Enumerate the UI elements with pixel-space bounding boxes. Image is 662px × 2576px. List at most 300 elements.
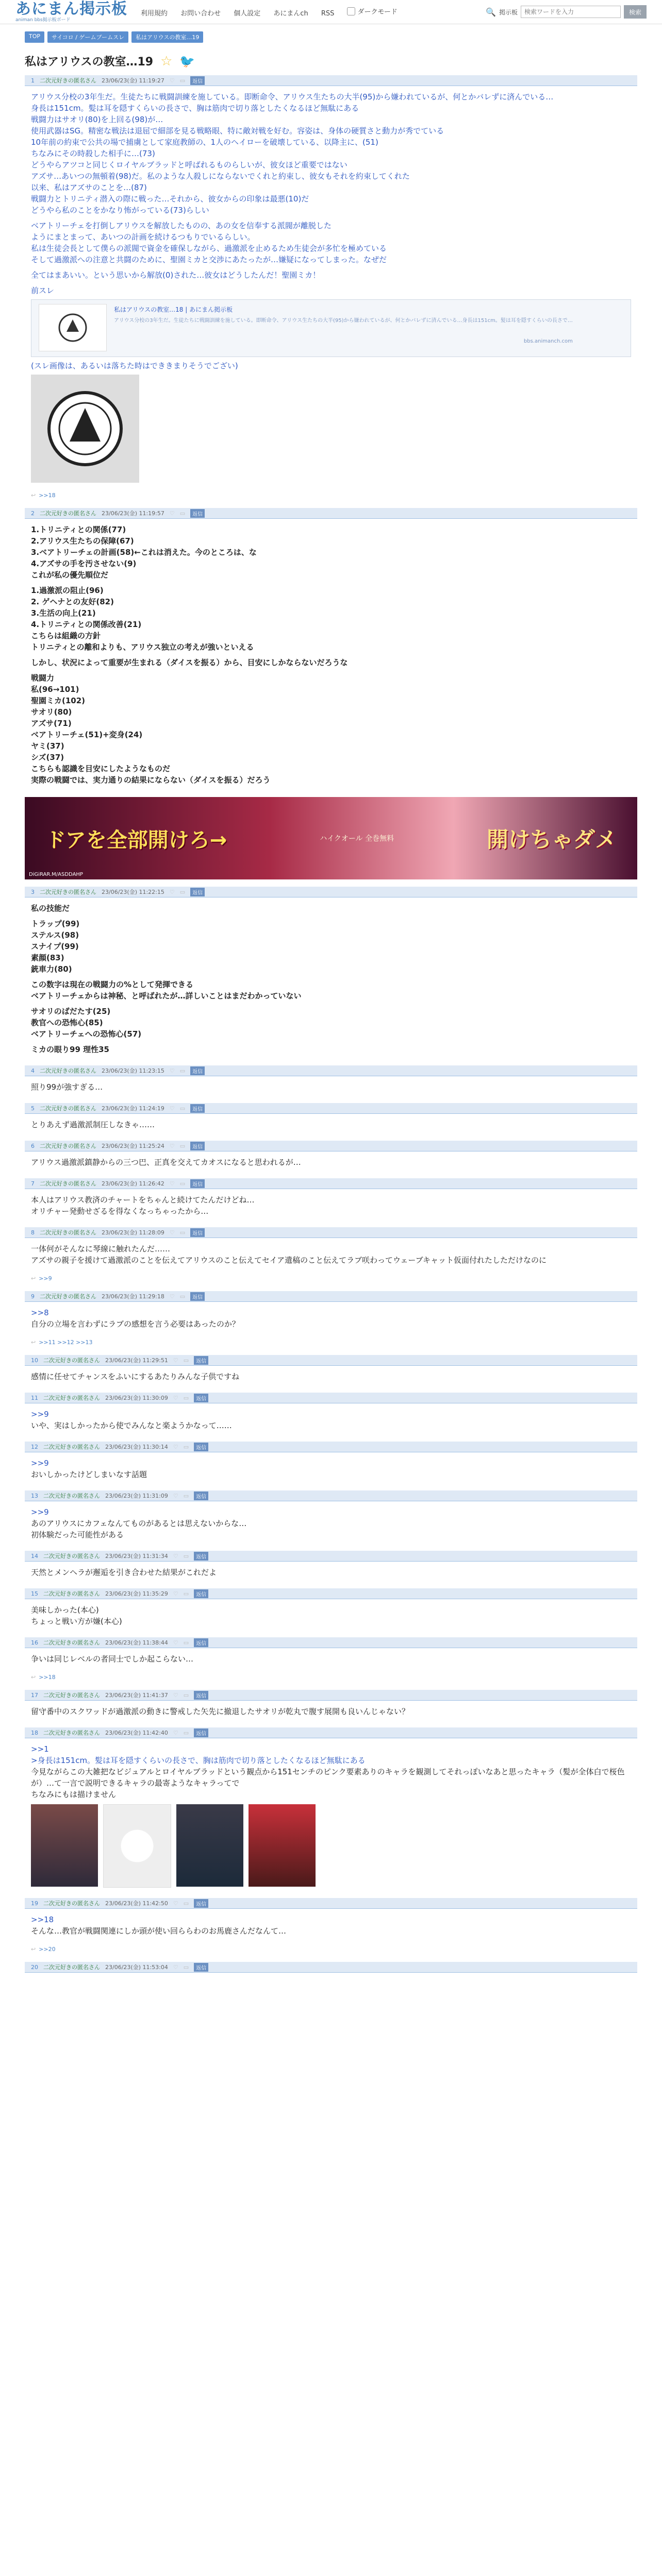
- post-body: [25, 1599, 637, 1632]
- post-number[interactable]: 18: [31, 1729, 38, 1736]
- search-button[interactable]: 検索: [624, 5, 647, 19]
- post-line: (スレ画像は、あるいは落ちた時はでききまりそうでござい): [31, 361, 238, 370]
- breadcrumb-top[interactable]: TOP: [25, 31, 44, 43]
- post-line: 私(96→101): [31, 685, 79, 694]
- post-line: >>1: [31, 1744, 49, 1754]
- link-card-info: [114, 304, 573, 352]
- post-line: どうやらアツコと同じくロイヤルブラッドと呼ばれるものらしいが、彼女ほど重要ではない: [31, 160, 347, 170]
- poster-name: 二次元好きの匿名さん: [43, 1395, 100, 1401]
- site-logo[interactable]: [15, 2, 127, 23]
- post-body: [25, 1189, 637, 1222]
- search-input[interactable]: [521, 6, 621, 18]
- attached-image[interactable]: [176, 1804, 243, 1887]
- post-line: こちらも認識を目安にしたようなものだ: [31, 764, 171, 773]
- post-date: 23/06/23(金) 11:25:24: [102, 1143, 164, 1149]
- site-header: [0, 0, 662, 24]
- post-item: [25, 75, 637, 503]
- post-line: 留守番中のスクワッドが過激派の動きに警戒した矢先に撤退したサオリが乾丸で腹す展開も良いんじゃない？: [31, 1707, 409, 1716]
- reply-button[interactable]: 返信: [194, 1899, 208, 1908]
- spacer: [31, 668, 631, 672]
- post-line: 一体何がそんなに琴線に触れたんだ……: [31, 1244, 171, 1253]
- post-item: [25, 887, 637, 1060]
- post-number[interactable]: 10: [31, 1357, 38, 1364]
- post-body: [25, 1114, 637, 1136]
- post-line: アリウス分校の3年生だ。生徒たちに戦闘訓練を施している。即断命令、アリウス生たちの大半(95)から嫌われているが、何とかバレずに済んでいる…: [31, 92, 554, 101]
- heart-icon[interactable]: ♡: [173, 1357, 178, 1364]
- post-body: [25, 1701, 637, 1722]
- spacer: [31, 653, 631, 657]
- heart-icon[interactable]: ♡: [169, 1067, 175, 1074]
- comment-icon[interactable]: ▭: [179, 1229, 186, 1236]
- post-line: サオリのばだたす(25): [31, 1007, 111, 1016]
- post-references: [25, 1335, 637, 1350]
- post-item: [25, 1291, 637, 1350]
- heart-icon[interactable]: ♡: [169, 1293, 175, 1300]
- post-date: 23/06/23(金) 11:29:51: [105, 1357, 168, 1364]
- post-line: アズサ…あいつの無頓着(98)だ。私のような人殺しにならないでくれと約束し、彼女もそれを約束してくれた: [31, 172, 410, 181]
- reply-button[interactable]: 返信: [194, 1728, 208, 1737]
- post-date: 23/06/23(金) 11:38:44: [105, 1639, 168, 1646]
- post-item: [25, 1442, 637, 1485]
- link-card-thumbnail: [39, 304, 107, 351]
- spacer: [31, 216, 631, 220]
- image-gallery: [31, 1804, 631, 1888]
- link-card-description: アリウス分校の3年生だ。生徒たちに戦闘訓練を施している。即断命令、アリウス生たちの大半(95)から嫌われているが、何とかバレずに済んでいる…身長は151cm。髪は耳を隠すくらいの長さで…: [114, 318, 573, 324]
- reply-arrow-icon: ↩: [31, 1946, 36, 1953]
- post-date: 23/06/23(金) 11:42:50: [105, 1900, 168, 1907]
- post-item: [25, 508, 637, 791]
- post-line: ようにまとまって、あいつの計画を続けるつもりでいるらしい。: [31, 232, 255, 242]
- poster-name: 二次元好きの匿名さん: [40, 1067, 96, 1074]
- reply-button[interactable]: 返信: [194, 1552, 208, 1561]
- reply-arrow-icon: ↩: [31, 1339, 36, 1346]
- post-line: 初体験だった可能性がある: [31, 1530, 124, 1539]
- heart-icon[interactable]: ♡: [173, 1394, 178, 1401]
- dark-mode-toggle[interactable]: [347, 6, 397, 16]
- poster-name: 二次元好きの匿名さん: [40, 1293, 96, 1300]
- attached-image[interactable]: [31, 1804, 98, 1887]
- post-header: [25, 1227, 637, 1238]
- heart-icon[interactable]: ♡: [169, 1142, 175, 1149]
- post-body: [25, 1501, 637, 1546]
- heart-icon[interactable]: ♡: [169, 888, 175, 895]
- post-line: 天然とメンヘラが邂逅を引き合わせた結果がこれだよ: [31, 1568, 217, 1577]
- post-header: [25, 1690, 637, 1701]
- comment-icon[interactable]: ▭: [183, 1639, 189, 1646]
- reply-button[interactable]: 返信: [190, 1292, 205, 1301]
- post-line: とりあえず過激派制圧しなきゃ……: [31, 1120, 155, 1129]
- post-item: [25, 1355, 637, 1387]
- reply-button[interactable]: 返信: [190, 888, 205, 896]
- post-line: 10年前の約束で公共の場で捕虜として家庭教師の、1人のヘイローを破壊している、以降主に、(51): [31, 138, 378, 147]
- poster-name: 二次元好きの匿名さん: [43, 1590, 100, 1597]
- nav-animanch[interactable]: あにまんch: [273, 9, 308, 18]
- post-references: [25, 488, 637, 503]
- comment-icon[interactable]: ▭: [183, 1552, 189, 1560]
- post-header: [25, 1637, 637, 1648]
- post-item: [25, 1727, 637, 1893]
- post-date: 23/06/23(金) 11:53:04: [105, 1964, 168, 1971]
- post-line: 2.アリウス生たちの保障(67): [31, 536, 134, 546]
- post-body: [25, 1973, 637, 1983]
- comment-icon[interactable]: ▭: [179, 1293, 186, 1300]
- post-line: 教官への恐怖心(85): [31, 1018, 103, 1027]
- poster-name: 二次元好きの匿名さん: [43, 1444, 100, 1450]
- post-line: 1.過激派の阻止(96): [31, 586, 104, 595]
- comment-icon[interactable]: ▭: [183, 1443, 189, 1450]
- post-line: これが私の優先順位だ: [31, 570, 109, 580]
- heart-icon[interactable]: ♡: [169, 77, 175, 84]
- logo-title: あにまん掲示板: [15, 0, 127, 18]
- reply-button[interactable]: 返信: [190, 1142, 205, 1150]
- reference-links[interactable]: >>18: [39, 1674, 56, 1681]
- post-date: 23/06/23(金) 11:26:42: [102, 1180, 164, 1187]
- page-title: 私はアリウスの教室…19: [25, 56, 154, 69]
- comment-icon[interactable]: ▭: [179, 1180, 186, 1187]
- poster-name: 二次元好きの匿名さん: [40, 1229, 96, 1236]
- twitter-bird-icon[interactable]: 🐦: [179, 54, 195, 69]
- post-number[interactable]: 4: [31, 1067, 35, 1074]
- post-item: [25, 1898, 637, 1957]
- favorite-star-icon[interactable]: ☆: [160, 53, 173, 69]
- post-header: [25, 1727, 637, 1738]
- comment-icon[interactable]: ▭: [179, 1067, 186, 1074]
- post-line: 4.トリニティとの関係改善(21): [31, 620, 142, 629]
- post-header: [25, 1065, 637, 1076]
- post-date: 23/06/23(金) 11:22:15: [102, 889, 164, 895]
- post-item: [25, 1065, 637, 1098]
- reply-button[interactable]: 返信: [190, 1104, 205, 1113]
- poster-name: 二次元好きの匿名さん: [43, 1692, 100, 1699]
- post-body: [25, 519, 637, 791]
- post-line: 全てはまあいい。という思いから解放(0)された…彼女はどうしたんだ！聖園ミカ！: [31, 270, 321, 280]
- post-line: オリチャー発動せざるを得なくなっちゃったから…: [31, 1207, 209, 1216]
- post-line: トラップ(99): [31, 919, 80, 928]
- post-line: あのアリウスにカフェなんてものがあるとは思えないからな…: [31, 1519, 247, 1528]
- post-line: 今見ながらこの大雑把なビジュアルとロイヤルブラッドという観点から151センチのピンク要素ありのキャラを観測してそれっぽいなあと思ったキャラ（髪が全体白で桜色が）…て一言で説明できるキャラの最寄ようなキャラってで: [31, 1767, 625, 1788]
- nav-settings[interactable]: 個人設定: [234, 9, 261, 18]
- post-line: >>18: [31, 1915, 54, 1924]
- post-item: [25, 1551, 637, 1583]
- reply-button[interactable]: 返信: [194, 1492, 208, 1500]
- poster-name: 二次元好きの匿名さん: [40, 77, 96, 84]
- post-item: [25, 1490, 637, 1546]
- reply-button[interactable]: 返信: [194, 1443, 208, 1451]
- post-number[interactable]: 13: [31, 1492, 38, 1499]
- search-icon: 🔍: [486, 7, 496, 17]
- post-date: 23/06/23(金) 11:29:18: [102, 1293, 164, 1300]
- comment-icon[interactable]: ▭: [183, 1963, 189, 1971]
- heart-icon[interactable]: ♡: [173, 1552, 178, 1560]
- post-number[interactable]: 3: [31, 888, 35, 895]
- post-body: [25, 1648, 637, 1670]
- poster-name: 二次元好きの匿名さん: [43, 1639, 100, 1646]
- post-header: [25, 75, 637, 86]
- post-number[interactable]: 16: [31, 1639, 38, 1646]
- post-line: 1.トリニティとの関係(77): [31, 525, 126, 534]
- post-header: [25, 1103, 637, 1114]
- reply-button[interactable]: 返信: [190, 509, 205, 518]
- post-date: 23/06/23(金) 11:28:09: [102, 1229, 164, 1236]
- post-line: 戦闘力はサオリ(80)を上回る(98)が…: [31, 115, 163, 124]
- post-line: アズサの親子を援けて過激派のことを伝えてアリウスのこと伝えてセイア遺稿のこと伝えてラブ咲わってウェーブキャット仮面付れたしただけなのに: [31, 1256, 547, 1265]
- post-date: 23/06/23(金) 11:24:19: [102, 1105, 164, 1112]
- reply-arrow-icon: ↩: [31, 1674, 36, 1681]
- post-number[interactable]: 14: [31, 1552, 38, 1560]
- reference-links[interactable]: >>20: [39, 1946, 56, 1953]
- reply-arrow-icon: ↩: [31, 492, 36, 499]
- heart-icon[interactable]: ♡: [169, 1180, 175, 1187]
- post-body: [25, 1403, 637, 1436]
- post-line: ベアトリーチェ(51)+変身(24): [31, 730, 143, 739]
- reply-button[interactable]: 返信: [190, 1066, 205, 1075]
- reply-button[interactable]: 返信: [190, 76, 205, 85]
- post-line: 身長は151cm。髪は耳を隠すくらいの長さで、胸は筋肉で切り落としたくなるほど無駄にある: [31, 104, 359, 113]
- reference-links[interactable]: >>18: [39, 492, 56, 499]
- advertisement-banner[interactable]: [25, 797, 637, 879]
- post-header: [25, 508, 637, 519]
- post-line: 実際の戦闘では、実力通りの結果にならない（ダイスを振る）だろう: [31, 775, 271, 785]
- heart-icon[interactable]: ♡: [173, 1639, 178, 1646]
- post-number[interactable]: 15: [31, 1590, 38, 1597]
- post-body: [25, 1366, 637, 1387]
- dark-mode-label: ダークモード: [357, 8, 398, 16]
- reply-button[interactable]: 返信: [194, 1638, 208, 1647]
- checkbox-icon: [347, 7, 355, 15]
- spacer: [31, 975, 631, 979]
- post-line: >>9: [31, 1410, 49, 1419]
- post-line: 私は生徒会長として僕らの派閥で資金を確保しながら、過激派を止めるため生徒会が多忙を極めている: [31, 244, 387, 253]
- thread-title-row: [0, 46, 662, 75]
- post-line: 3.ベアトリーチェの計画(58)←これは消えた。今のところは、な: [31, 548, 257, 557]
- post-line: 争いは同じレベルの者同士でしか起こらない…: [31, 1654, 194, 1664]
- post-number[interactable]: 7: [31, 1180, 35, 1187]
- post-item: [25, 1141, 637, 1173]
- post-header: [25, 887, 637, 897]
- post-header: [25, 1355, 637, 1366]
- post-item: [25, 1637, 637, 1685]
- reply-button[interactable]: 返信: [194, 1589, 208, 1598]
- post-date: 23/06/23(金) 11:19:27: [102, 77, 164, 84]
- post-line: 私の技能だ: [31, 904, 70, 913]
- comment-icon[interactable]: ▭: [183, 1357, 189, 1364]
- post-number[interactable]: 5: [31, 1105, 35, 1112]
- post-date: 23/06/23(金) 11:30:09: [105, 1395, 168, 1401]
- post-body: [25, 1909, 637, 1942]
- post-body: [25, 1562, 637, 1583]
- post-line: ミカの眼り99 理性35: [31, 1045, 109, 1054]
- ad-right-text: 開けちゃダメ: [486, 827, 617, 852]
- post-item: [25, 1588, 637, 1632]
- post-date: 23/06/23(金) 11:23:15: [102, 1067, 164, 1074]
- post-line: そして過激派への注意と共闘のために、聖園ミカと交渉にあたったが…嫌疑になってしまった。なぜだ: [31, 255, 387, 264]
- post-line: おいしかったけどしまいなす話題: [31, 1470, 147, 1479]
- comment-icon[interactable]: ▭: [179, 888, 186, 895]
- post-body: [25, 86, 637, 488]
- post-line: そんな…教官が戦闘関連にしか頭が使い回ららわのお馬鹿さんだなんて…: [31, 1926, 287, 1936]
- post-number[interactable]: 11: [31, 1394, 38, 1401]
- post-line: 以来、私はアズサのことを…(87): [31, 183, 147, 192]
- post-date: 23/06/23(金) 11:31:34: [105, 1553, 168, 1560]
- post-number[interactable]: 1: [31, 77, 35, 84]
- post-number[interactable]: 19: [31, 1900, 38, 1907]
- post-line: 3.生活の向上(21): [31, 608, 96, 618]
- reply-button[interactable]: 返信: [194, 1394, 208, 1402]
- spacer: [31, 281, 631, 285]
- post-line: 戦闘力とトリニティ潜入の際に戦った…それから、彼女からの印象は最悪(10)だ: [31, 194, 309, 204]
- heart-icon[interactable]: ♡: [173, 1443, 178, 1450]
- reply-button[interactable]: 返信: [194, 1356, 208, 1365]
- heart-icon[interactable]: ♡: [169, 1229, 175, 1236]
- comment-icon[interactable]: ▭: [183, 1492, 189, 1499]
- post-body: [25, 1151, 637, 1173]
- post-line: 聖園ミカ(102): [31, 696, 86, 705]
- post-number[interactable]: 8: [31, 1229, 35, 1236]
- post-number[interactable]: 12: [31, 1443, 38, 1450]
- poster-name: 二次元好きの匿名さん: [40, 889, 96, 895]
- post-line: 本人はアリウス教済のチャートをちゃんと続けてたんだけどね…: [31, 1195, 255, 1205]
- top-nav: [141, 6, 408, 18]
- nav-terms[interactable]: 利用規約: [141, 9, 168, 18]
- post-line: スナイプ(99): [31, 942, 79, 951]
- post-references: [25, 1942, 637, 1957]
- poster-name: 二次元好きの匿名さん: [43, 1357, 100, 1364]
- reference-links[interactable]: >>11 >>12 >>13: [39, 1339, 93, 1346]
- spacer: [31, 914, 631, 918]
- post-item: [25, 1227, 637, 1286]
- comment-icon[interactable]: ▭: [183, 1394, 189, 1401]
- post-number[interactable]: 9: [31, 1293, 35, 1300]
- comment-icon[interactable]: ▭: [183, 1691, 189, 1699]
- search-area: [486, 5, 647, 19]
- post-line: この数字は現在の戦闘力の%として発揮できる: [31, 980, 194, 989]
- comment-icon[interactable]: ▭: [183, 1900, 189, 1907]
- comment-icon[interactable]: ▭: [179, 1105, 186, 1112]
- post-number[interactable]: 6: [31, 1142, 35, 1149]
- post-line: ステルス(98): [31, 930, 79, 940]
- post-item: [25, 1178, 637, 1222]
- heart-icon[interactable]: ♡: [169, 1105, 175, 1112]
- heart-icon[interactable]: ♡: [173, 1590, 178, 1597]
- post-line: 使用武器はSG。精密な戦法は退屈で細部を見る戦略眼、特に敵対戦を好む。容姿は、身体の硬質さと動力が秀でている: [31, 126, 444, 135]
- post-line: 戦闘力: [31, 673, 55, 683]
- reply-button[interactable]: 返信: [190, 1179, 205, 1188]
- post-number[interactable]: 2: [31, 510, 35, 517]
- attached-image[interactable]: [103, 1804, 171, 1888]
- poster-name: 二次元好きの匿名さん: [43, 1964, 100, 1971]
- post-header: [25, 1393, 637, 1403]
- reply-button[interactable]: 返信: [194, 1963, 208, 1972]
- post-line: しかし、状況によって重要が生まれる（ダイスを振る）から、目安にしかならないだろうな: [31, 658, 348, 667]
- heart-icon[interactable]: ♡: [173, 1963, 178, 1971]
- nav-rss[interactable]: RSS: [321, 9, 335, 18]
- poster-name: 二次元好きの匿名さん: [40, 1105, 96, 1112]
- breadcrumb: [0, 24, 662, 46]
- comment-icon[interactable]: ▭: [183, 1590, 189, 1597]
- post-body: [25, 1238, 637, 1271]
- post-body: [25, 1302, 637, 1335]
- poster-name: 二次元好きの匿名さん: [40, 1180, 96, 1187]
- post-line: >>9: [31, 1507, 49, 1517]
- comment-icon[interactable]: ▭: [179, 510, 186, 517]
- breadcrumb-board[interactable]: サイコロ / ゲームブームスレ: [47, 31, 128, 43]
- link-card-site: bbs.animanch.com: [523, 338, 573, 344]
- post-body: [25, 897, 637, 1060]
- comment-icon[interactable]: ▭: [183, 1729, 189, 1736]
- heart-icon[interactable]: ♡: [173, 1729, 178, 1736]
- search-scope-label[interactable]: 掲示板: [499, 8, 518, 16]
- post-item: [25, 1393, 637, 1436]
- heart-icon[interactable]: ♡: [169, 510, 175, 517]
- comment-icon[interactable]: ▭: [179, 1142, 186, 1149]
- post-date: 23/06/23(金) 11:30:14: [105, 1444, 168, 1450]
- post-body: [25, 1452, 637, 1485]
- post-header: [25, 1551, 637, 1562]
- ad-tag: DiGiRAR.M/ASDDAHP: [29, 872, 83, 877]
- post-line: アズサ(71): [31, 719, 72, 728]
- heart-icon[interactable]: ♡: [173, 1691, 178, 1699]
- link-card-title: 私はアリウスの教室…18 | あにまん掲示板: [114, 306, 233, 313]
- reference-links[interactable]: >>9: [39, 1275, 52, 1282]
- post-date: 23/06/23(金) 11:41:37: [105, 1692, 168, 1699]
- post-header: [25, 1898, 637, 1909]
- post-line: サオリ(80): [31, 707, 72, 717]
- post-line: 銃車力(80): [31, 964, 72, 974]
- poster-name: 二次元好きの匿名さん: [43, 1900, 100, 1907]
- spacer: [31, 1002, 631, 1006]
- post-header: [25, 1962, 637, 1973]
- post-line: 前スレ: [31, 286, 55, 295]
- post-line: >>9: [31, 1459, 49, 1468]
- attached-image[interactable]: [249, 1804, 316, 1887]
- reply-button[interactable]: 返信: [194, 1691, 208, 1700]
- post-line: こちらは組織の方針: [31, 631, 101, 640]
- post-line: 素顔(83): [31, 953, 64, 962]
- breadcrumb-thread[interactable]: 私はアリウスの教室…19: [131, 31, 203, 43]
- post-line: 自分の立場を言わずにラブの感想を言う必要はあったのか？: [31, 1319, 240, 1329]
- heart-icon[interactable]: ♡: [173, 1492, 178, 1499]
- post-line: いや、実はしかったから使でみんなと楽ようかなって……: [31, 1421, 232, 1430]
- post-line: トリニティとの離和よりも、アリウス独立の考えが強いといえる: [31, 642, 254, 652]
- heart-icon[interactable]: ♡: [173, 1900, 178, 1907]
- post-line: >身長は151cm。髪は耳を隠すくらいの長さで、胸は筋肉で切り落としたくなるほど無駄にある: [31, 1756, 366, 1765]
- post-header: [25, 1442, 637, 1452]
- ad-left-text: ドアを全部開けろ→: [45, 828, 227, 852]
- thread-image[interactable]: [31, 375, 139, 483]
- post-number[interactable]: 17: [31, 1691, 38, 1699]
- poster-name: 二次元好きの匿名さん: [43, 1553, 100, 1560]
- post-number[interactable]: 20: [31, 1963, 38, 1971]
- post-header: [25, 1291, 637, 1302]
- post-line: 照り99が強すぎる…: [31, 1082, 103, 1092]
- link-card[interactable]: [31, 299, 631, 357]
- post-date: 23/06/23(金) 11:42:40: [105, 1730, 168, 1736]
- post-line: 美味しかった(本心): [31, 1605, 99, 1615]
- reply-button[interactable]: 返信: [190, 1228, 205, 1237]
- post-references: [25, 1271, 637, 1286]
- spacer: [31, 581, 631, 585]
- reply-arrow-icon: ↩: [31, 1275, 36, 1282]
- post-line: ちなみにその時殺した相手に…(73): [31, 149, 155, 158]
- post-date: 23/06/23(金) 11:35:29: [105, 1590, 168, 1597]
- nav-contact[interactable]: お問い合わせ: [180, 9, 221, 18]
- post-references: [25, 1670, 637, 1685]
- post-line: 2. ゲヘナとの友好(82): [31, 597, 114, 606]
- post-date: 23/06/23(金) 11:19:57: [102, 510, 164, 517]
- spacer: [31, 1040, 631, 1044]
- comment-icon[interactable]: ▭: [179, 77, 186, 84]
- post-line: ベアトリーチェを打倒しアリウスを解放したものの、あの女を信奉する派閥が離脱した: [31, 221, 332, 230]
